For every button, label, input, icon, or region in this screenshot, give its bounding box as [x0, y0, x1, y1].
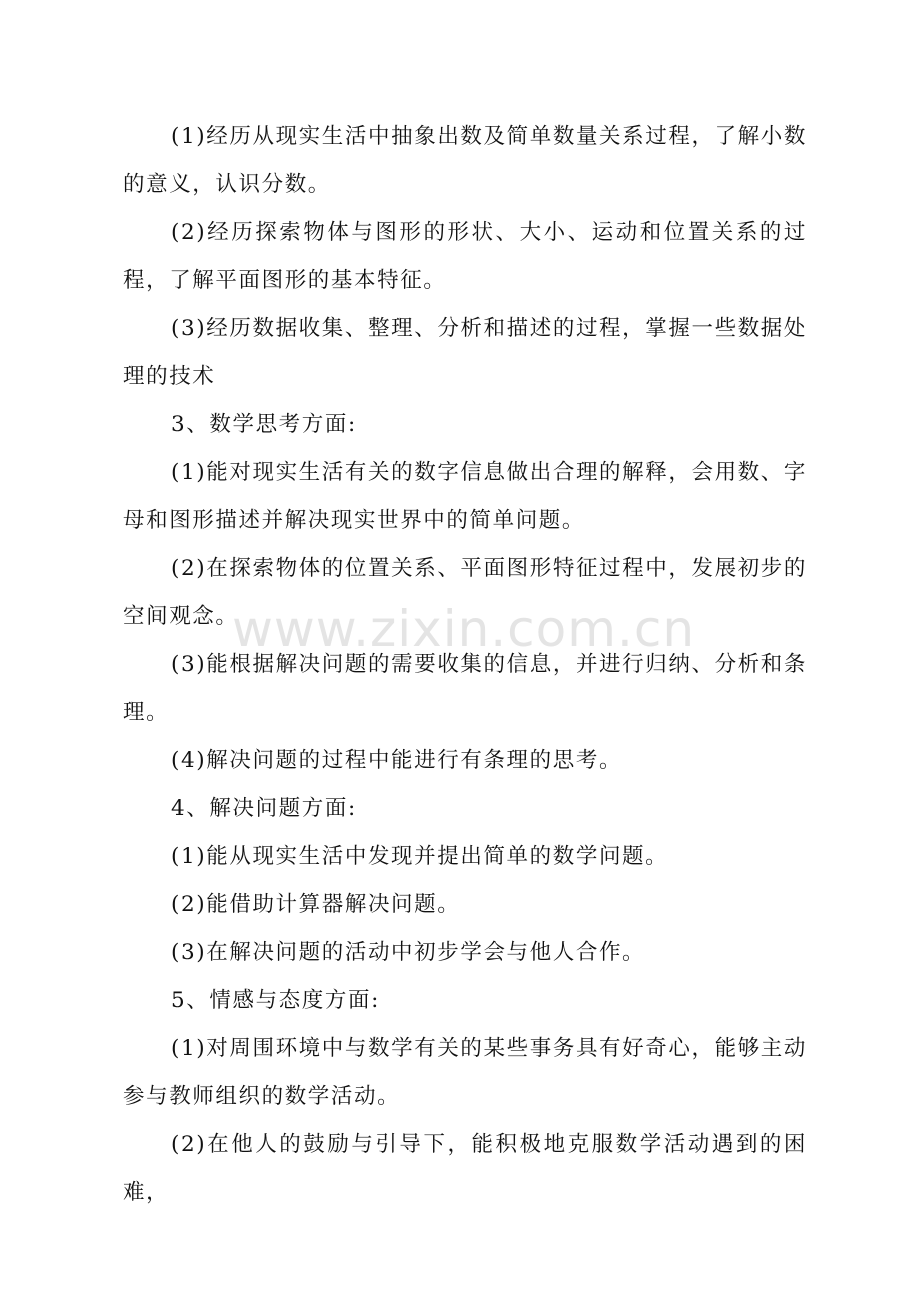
- paragraph: (2)在探索物体的位置关系、平面图形特征过程中，发展初步的空间观念。: [123, 556, 807, 629]
- paragraph: (3)在解决问题的活动中初步学会与他人合作。: [171, 940, 646, 965]
- paragraph: (2)在他人的鼓励与引导下，能积极地克服数学活动遇到的困难，: [123, 1132, 807, 1205]
- paragraph: (3)能根据解决问题的需要收集的信息，并进行归纳、分析和条理。: [123, 652, 807, 725]
- watermark: www.zixin.com.cn: [232, 600, 696, 658]
- paragraph: (3)经历数据收集、整理、分析和描述的过程，掌握一些数据处理的技术: [123, 316, 807, 389]
- paragraph: (2)经历探索物体与图形的形状、大小、运动和位置关系的过程，了解平面图形的基本特征。: [123, 220, 807, 293]
- section-heading: 4、解决问题方面:: [171, 796, 357, 821]
- paragraph: (1)能对现实生活有关的数字信息做出合理的解释，会用数、字母和图形描述并解决现实世界中的简单问题。: [123, 460, 807, 533]
- paragraph: (1)对周围环境中与数学有关的某些事务具有好奇心，能够主动参与教师组织的数学活动。: [123, 1036, 807, 1109]
- section-heading: 5、情感与态度方面:: [171, 988, 380, 1013]
- paragraph: (4)解决问题的过程中能进行有条理的思考。: [171, 748, 623, 773]
- section-heading: 3、数学思考方面:: [171, 412, 357, 437]
- paragraph: (1)能从现实生活中发现并提出简单的数学问题。: [171, 844, 669, 869]
- paragraph: (1)经历从现实生活中抽象出数及简单数量关系过程，了解小数的意义，认识分数。: [123, 124, 807, 197]
- paragraph: (2)能借助计算器解决问题。: [171, 892, 461, 917]
